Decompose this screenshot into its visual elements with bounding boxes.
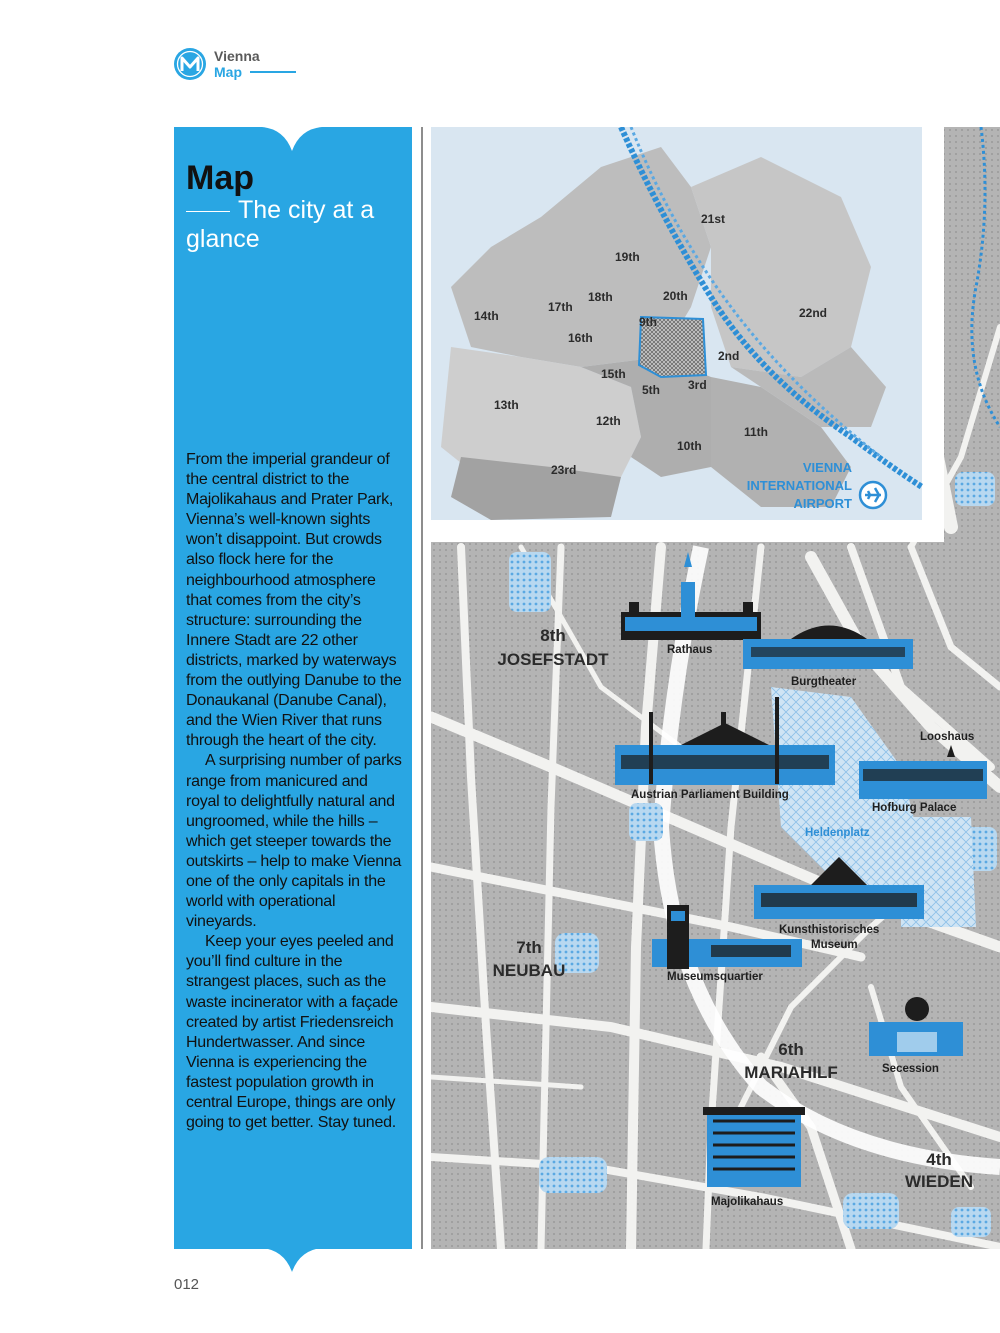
header-city: Vienna <box>214 48 260 64</box>
brand-header <box>174 47 296 81</box>
district-label: 19th <box>615 250 640 264</box>
city-map <box>431 127 1000 1249</box>
page-number: 012 <box>174 1276 200 1293</box>
landmark-label: Heldenplatz <box>805 827 870 839</box>
district-label: 5th <box>642 383 660 397</box>
district-label: 14th <box>474 309 499 323</box>
landmark-label: Austrian Parliament Building <box>631 789 789 801</box>
district-label: 2nd <box>718 349 740 363</box>
page-title: Map <box>186 159 254 197</box>
inset-map <box>431 127 944 542</box>
page-subtitle: The city at a glance <box>186 196 375 253</box>
landmark-label: Museum <box>811 939 858 951</box>
district-number: 7th <box>516 938 542 957</box>
district-label: 15th <box>601 367 626 381</box>
intro-paragraph: A surprising number of parks range from manicured and royal to delightfully natural and ungroomed, while the hills – which get steeper towards the outskirts – help to make Vienna one of the only capitals in the world with operational vineyards. <box>186 752 402 931</box>
district-label: 21st <box>701 212 726 226</box>
district-name: JOSEFSTADT <box>497 650 609 669</box>
district-number: 6th <box>778 1040 804 1059</box>
intro-paragraph: From the imperial grandeur of the central district to the Majolikahaus and Prater Park, Vienna’s well-known sights won’t disappoint. But crowds also flock here for the neighbourhood atmosphere that comes from the city’s structure: surrounding the Innere Stadt are 22 other districts, marked by waterways from the outlying Danube to the Donaukanal (Danube Canal), and the Wien River that runs through the heart of the city. <box>186 451 402 750</box>
landmark-label: Secession <box>882 1063 939 1075</box>
landmark-label: Majolikahaus <box>711 1196 784 1208</box>
district-label: 13th <box>494 398 519 412</box>
column-divider <box>421 127 423 1249</box>
district-name: MARIAHILF <box>744 1063 838 1082</box>
district-label: 10th <box>677 439 702 453</box>
district-label: 23rd <box>551 463 577 477</box>
landmark-label: Hofburg Palace <box>872 802 957 814</box>
landmark-label: Museumsquartier <box>667 971 763 983</box>
airport-label-line: VIENNA <box>802 460 852 475</box>
district-label: 18th <box>588 290 613 304</box>
airport-label-line: AIRPORT <box>793 496 852 511</box>
sidebar-notch-top <box>262 127 322 153</box>
district-label: 22nd <box>799 306 828 320</box>
district-number: 4th <box>926 1150 952 1169</box>
district-label: 20th <box>663 289 688 303</box>
majolikahaus-building <box>703 1107 805 1187</box>
district-name: NEUBAU <box>492 961 566 980</box>
header-section: Map <box>214 64 296 80</box>
district-label: 9th <box>639 315 657 329</box>
sidebar-tab-bottom <box>262 1248 322 1274</box>
district-label: 12th <box>596 414 621 428</box>
airport-label-line: INTERNATIONAL <box>746 478 852 493</box>
landmark-label: Kunsthistorisches <box>779 924 880 936</box>
landmark-label: Rathaus <box>667 644 713 656</box>
intro-paragraph: Keep your eyes peeled and you’ll find culture in the strangest places, such as the waste incinerator with a façade created by artist Friedensreich Hundertwasser. And since Vienna is experiencing the fastest population growth in central Europe, things are only going to get better. Stay tuned. <box>186 933 398 1132</box>
district-label: 17th <box>548 300 573 314</box>
district-label: 16th <box>568 331 593 345</box>
district-label: 11th <box>744 425 769 439</box>
landmark-label: Burgtheater <box>791 676 857 688</box>
landmark-label: Looshaus <box>920 731 975 743</box>
airplane-icon <box>860 482 886 508</box>
district-name: WIEDEN <box>905 1172 973 1191</box>
monocle-logo-icon <box>174 48 206 80</box>
intro-text <box>186 450 402 1133</box>
district-label: 3rd <box>688 378 707 392</box>
district-number: 8th <box>540 626 566 645</box>
